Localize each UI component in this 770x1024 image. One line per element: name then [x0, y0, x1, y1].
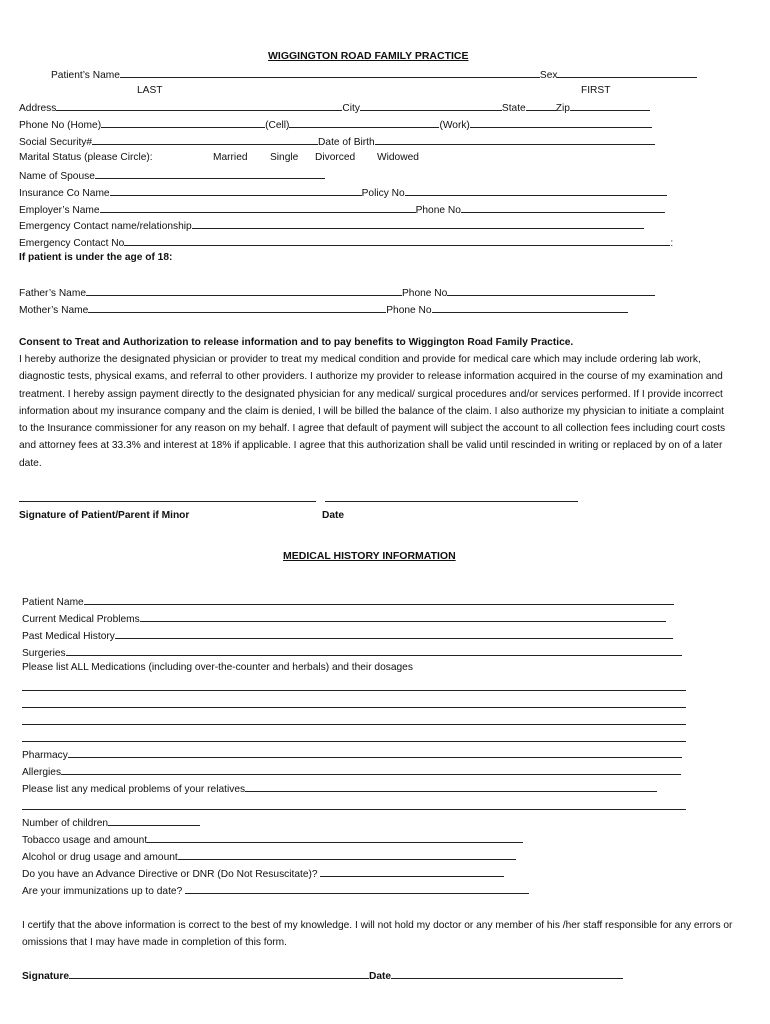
patient-signature-label: Signature of Patient/Parent if Minor [19, 510, 190, 521]
medications-line[interactable] [22, 697, 686, 708]
employer-phone-field[interactable] [461, 202, 665, 213]
past-history-row [22, 628, 673, 643]
ssn-field[interactable] [92, 134, 318, 145]
marital-option-married[interactable]: Married [213, 152, 248, 163]
consent-body: I hereby authorize the designated physician or provider to treat my medical condition and provide for medical care which may include ordering lab work, diagnostic tests, physical exams, and referral to other providers. I authorize my provider to release information acquired in the course of my examination and treatment. I hereby assign payment directly to the designated physician for any medical/ surgical procedures and/or services performed. If I provide incorrect information about my insurance company and the claim is denied, I will be billed the balance of the claim. I also authorize my physician to initiate a complaint to the Insurance commissioner for any reason on my behalf. I agree that default of payment will subject the account to all collection fees including court costs and attorney fees at 33.3% and interest at 18% if applicable. I agree that this authorization shall be valid until rescinded in writing or replaced by on of a later date. [19, 354, 726, 469]
dob-label: Date of Birth [318, 137, 375, 148]
phone-home-label: Phone No (Home) [19, 120, 102, 131]
phone-cell-label: (Cell) [265, 120, 290, 131]
father-label: Father’s Name [19, 288, 86, 299]
relatives-line[interactable] [22, 799, 686, 810]
minor-heading: If patient is under the age of 18: [19, 252, 173, 263]
alcohol-field[interactable] [178, 849, 516, 860]
history-patient-name-label: Patient Name [22, 597, 84, 608]
mother-phone-field[interactable] [432, 302, 628, 313]
marital-option-single[interactable]: Single [270, 152, 299, 163]
current-problems-field[interactable] [140, 611, 666, 622]
patient-name-label: Patient’s Name [51, 70, 120, 81]
surgeries-label: Surgeries [22, 648, 66, 659]
employer-row [19, 202, 665, 217]
phone-home-field[interactable] [101, 117, 265, 128]
spouse-label: Name of Spouse [19, 171, 95, 182]
address-row [19, 100, 650, 115]
emergency-phone-colon: : [670, 238, 674, 249]
spouse-row [19, 168, 325, 183]
marital-status-label: Marital Status (please Circle): [19, 152, 153, 163]
past-history-label: Past Medical History [22, 631, 115, 642]
current-problems-label: Current Medical Problems [22, 614, 140, 625]
history-title: MEDICAL HISTORY INFORMATION [283, 550, 456, 562]
medications-label: Please list ALL Medications (including over-the-counter and herbals) and their dosages [22, 662, 413, 673]
emergency-phone-field[interactable] [124, 235, 670, 246]
consent-heading: Consent to Treat and Authorization to release information and to pay benefits to Wiggington Road Family Practice. [19, 337, 574, 348]
consent-date-line[interactable] [325, 491, 578, 502]
policy-field[interactable] [405, 185, 667, 196]
history-patient-name-field[interactable] [84, 594, 674, 605]
final-date-label: Date [368, 971, 392, 982]
advance-directive-label: Do you have an Advance Directive or DNR (Do Not Resuscitate)? [22, 869, 318, 880]
current-problems-row [22, 611, 666, 626]
final-signature-row [22, 968, 623, 983]
employer-field[interactable] [100, 202, 416, 213]
alcohol-row [22, 849, 516, 864]
mother-row [19, 302, 628, 317]
state-label: State [501, 103, 526, 114]
policy-label: Policy No [361, 188, 405, 199]
dob-field[interactable] [375, 134, 655, 145]
patient-name-row [51, 67, 697, 82]
tobacco-label: Tobacco usage and amount [22, 835, 148, 846]
relatives-row [22, 781, 657, 796]
city-field[interactable] [360, 100, 502, 111]
emergency-phone-row [19, 235, 673, 250]
consent-date-label: Date [322, 510, 345, 521]
advance-directive-row [22, 866, 504, 881]
zip-label: Zip [555, 103, 570, 114]
phone-work-field[interactable] [470, 117, 652, 128]
final-signature-label: Signature [22, 971, 69, 982]
medications-line[interactable] [22, 731, 686, 742]
ssn-label: Social Security# [19, 137, 93, 148]
employer-label: Employer’s Name [19, 205, 100, 216]
immunizations-field[interactable] [185, 883, 529, 894]
sex-label: Sex [539, 70, 558, 81]
surgeries-row [22, 645, 682, 660]
pharmacy-row [22, 747, 682, 762]
mother-field[interactable] [88, 302, 386, 313]
history-patient-name-row [22, 594, 674, 609]
medications-line[interactable] [22, 680, 686, 691]
marital-option-divorced[interactable]: Divorced [315, 152, 356, 163]
patient-signature-line[interactable] [19, 491, 316, 502]
phone-work-label: (Work) [439, 120, 470, 131]
allergies-field[interactable] [61, 764, 681, 775]
emergency-name-field[interactable] [192, 218, 644, 229]
emergency-phone-label: Emergency Contact No [19, 238, 125, 249]
advance-directive-field[interactable] [320, 866, 504, 877]
patient-name-field[interactable] [120, 67, 540, 78]
insurance-label: Insurance Co Name [19, 188, 110, 199]
father-phone-label: Phone No [402, 288, 448, 299]
pharmacy-field[interactable] [68, 747, 682, 758]
phone-row [19, 117, 652, 132]
children-label: Number of children [22, 818, 109, 829]
allergies-label: Allergies [22, 767, 62, 778]
relatives-label: Please list any medical problems of your relatives [22, 784, 246, 795]
mother-label: Mother’s Name [19, 305, 89, 316]
certify-body: I certify that the above information is correct to the best of my knowledge. I will not hold my doctor or any member of his /her staff responsible for any errors or omissions that I may have made in completion of this form. [22, 920, 733, 949]
alcohol-label: Alcohol or drug usage and amount [22, 852, 178, 863]
first-name-hint: FIRST [581, 85, 611, 96]
phone-cell-field[interactable] [289, 117, 439, 128]
emergency-name-label: Emergency Contact name/relationship [19, 221, 192, 232]
father-row [19, 285, 655, 300]
past-history-field[interactable] [115, 628, 673, 639]
insurance-field[interactable] [110, 185, 362, 196]
father-field[interactable] [86, 285, 402, 296]
pharmacy-label: Pharmacy [22, 750, 68, 761]
allergies-row [22, 764, 681, 779]
immunizations-label: Are your immunizations up to date? [22, 886, 183, 897]
insurance-row [19, 185, 667, 200]
children-field[interactable] [108, 815, 200, 826]
immunizations-row [22, 883, 529, 898]
address-field[interactable] [56, 100, 342, 111]
spouse-field[interactable] [95, 168, 325, 179]
zip-field[interactable] [570, 100, 650, 111]
mother-phone-label: Phone No [386, 305, 432, 316]
last-name-hint: LAST [137, 85, 163, 96]
employer-phone-label: Phone No [415, 205, 461, 216]
form-title: WIGGINGTON ROAD FAMILY PRACTICE [268, 50, 469, 62]
marital-option-widowed[interactable]: Widowed [377, 152, 419, 163]
address-label: Address [19, 103, 57, 114]
final-signature-field[interactable] [69, 968, 369, 979]
father-phone-field[interactable] [447, 285, 655, 296]
children-row [22, 815, 200, 830]
emergency-name-row [19, 218, 644, 233]
final-date-field[interactable] [391, 968, 623, 979]
sex-field[interactable] [557, 67, 697, 78]
city-label: City [342, 103, 360, 114]
relatives-field[interactable] [245, 781, 657, 792]
medications-line[interactable] [22, 714, 686, 725]
surgeries-field[interactable] [66, 645, 682, 656]
state-field[interactable] [526, 100, 556, 111]
ssn-row [19, 134, 655, 149]
tobacco-row [22, 832, 523, 847]
tobacco-field[interactable] [147, 832, 523, 843]
